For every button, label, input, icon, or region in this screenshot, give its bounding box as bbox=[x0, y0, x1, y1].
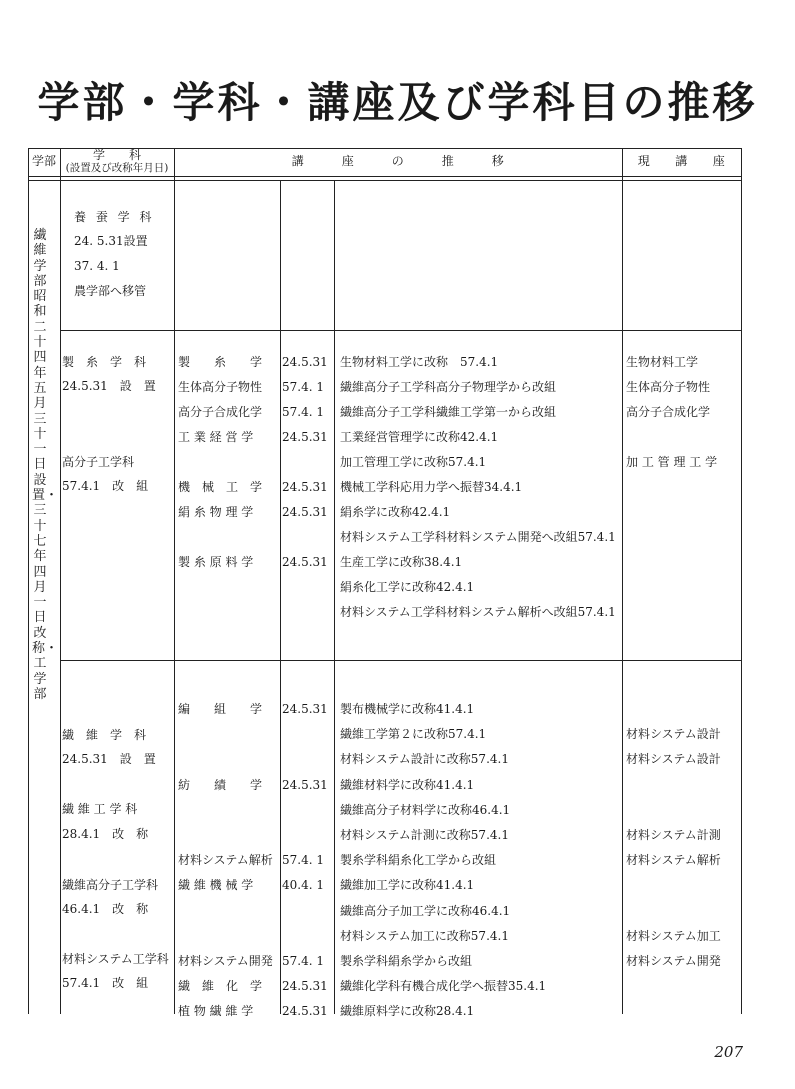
course-history: 製布機械学に改称41.4.1 bbox=[340, 702, 475, 716]
dept-line: 繊 維 学 科 bbox=[62, 728, 147, 742]
course-history: 製糸学科絹糸化工学から改組 bbox=[340, 853, 497, 868]
course-date: 57.4. 1 bbox=[282, 380, 324, 394]
course-history: 材料システム設計に改称57.4.1 bbox=[340, 752, 509, 767]
course-date: 24.5.31 bbox=[282, 979, 328, 994]
course-history: 工業経営管理学に改称42.4.1 bbox=[340, 430, 499, 444]
course-date: 24.5.31 bbox=[282, 555, 328, 569]
dept-line: 28.4.1 改 称 bbox=[62, 827, 149, 841]
current-course: 材料システム解析 bbox=[626, 853, 721, 868]
faculty-vertical-label: 繊維学部昭和二十四年五月三十一日設置・三十七年四月一日改称・工学部 bbox=[32, 228, 59, 702]
course-date: 24.5.31 bbox=[282, 777, 328, 792]
course-history: 繊維高分子工学科繊維工学第一から改組 bbox=[340, 405, 557, 419]
current-course: 材料システム計測 bbox=[626, 828, 721, 842]
course-name: 繊 維 化 学 bbox=[178, 979, 263, 994]
current-course: 材料システム開発 bbox=[626, 954, 721, 968]
course-date: 24.5.31 bbox=[282, 430, 328, 444]
current-course: 加 工 管 理 工 学 bbox=[626, 455, 718, 469]
dept-line: 材料システム工学科 bbox=[62, 952, 169, 966]
course-name: 繊 維 機 械 学 bbox=[178, 878, 254, 893]
header-faculty: 学部 bbox=[31, 154, 56, 168]
dept-line: 24. 5.31設置 bbox=[74, 234, 148, 248]
course-history: 機械工学科応用力学へ振替34.4.1 bbox=[340, 480, 523, 494]
course-name: 機 械 工 学 bbox=[178, 480, 263, 494]
course-date: 24.5.31 bbox=[282, 355, 328, 369]
dept-line: 養 蚕 学 科 bbox=[74, 210, 155, 224]
course-history: 絹糸化工学に改称42.4.1 bbox=[340, 580, 475, 594]
header-current-course: 現 講 座 bbox=[637, 154, 726, 168]
course-date: 24.5.31 bbox=[282, 1004, 328, 1019]
course-date: 40.4. 1 bbox=[282, 878, 324, 893]
dept-line: 製 糸 学 科 bbox=[62, 355, 147, 369]
dept-line: 37. 4. 1 bbox=[74, 259, 120, 273]
header-department-title: 学 科 bbox=[92, 148, 141, 162]
header-department-note: (設置及び改称年月日) bbox=[65, 162, 169, 174]
course-table bbox=[28, 148, 741, 1019]
course-name: 材料システム開発 bbox=[178, 954, 273, 968]
course-history: 繊維高分子加工学に改称46.4.1 bbox=[340, 903, 511, 918]
dept-line: 繊 維 工 学 科 bbox=[62, 802, 138, 816]
course-name: 編 組 学 bbox=[178, 702, 263, 716]
course-name: 紡 績 学 bbox=[178, 777, 263, 792]
course-name: 製 糸 原 料 学 bbox=[178, 555, 254, 569]
course-name: 材料システム解析 bbox=[178, 853, 273, 868]
course-date: 24.5.31 bbox=[282, 505, 328, 519]
course-date: 24.5.31 bbox=[282, 480, 328, 494]
current-course: 材料システム設計 bbox=[626, 752, 721, 767]
course-date: 24.5.31 bbox=[282, 702, 328, 716]
dept-line: 57.4.1 改 組 bbox=[62, 479, 149, 493]
course-history: 材料システム加工に改称57.4.1 bbox=[340, 928, 509, 943]
course-history: 絹糸学に改称42.4.1 bbox=[340, 505, 451, 519]
course-history: 材料システム工学科材料システム解析へ改組57.4.1 bbox=[340, 605, 616, 619]
header-course-history: 講 座 の 推 移 bbox=[291, 154, 505, 168]
course-history: 材料システム工学科材料システム開発へ改組57.4.1 bbox=[340, 530, 616, 544]
course-history: 繊維工学第２に改称57.4.1 bbox=[340, 727, 487, 742]
course-history: 生物材料工学に改称 57.4.1 bbox=[340, 355, 499, 369]
current-course: 生体高分子物性 bbox=[626, 380, 711, 394]
course-name: 生体高分子物性 bbox=[178, 380, 263, 394]
course-history: 生産工学に改称38.4.1 bbox=[340, 555, 463, 569]
page-number: 207 bbox=[714, 1043, 743, 1061]
current-course: 高分子合成化学 bbox=[626, 405, 711, 419]
course-name: 工 業 経 営 学 bbox=[178, 430, 254, 444]
course-date: 57.4. 1 bbox=[282, 954, 324, 968]
course-name: 高分子合成化学 bbox=[178, 405, 263, 419]
course-history: 繊維化学科有機合成化学へ振替35.4.1 bbox=[340, 979, 547, 994]
course-history: 繊維高分子工学科高分子物理学から改組 bbox=[340, 380, 557, 394]
current-course: 生物材料工学 bbox=[626, 355, 699, 369]
dept-line: 46.4.1 改 称 bbox=[62, 902, 149, 916]
course-history: 繊維材料学に改称41.4.1 bbox=[340, 777, 475, 792]
course-history: 加工管理工学に改称57.4.1 bbox=[340, 455, 487, 469]
current-course: 材料システム加工 bbox=[626, 928, 721, 943]
course-date: 57.4. 1 bbox=[282, 405, 324, 419]
page-title: 学部・学科・講座及び学科目の推移 bbox=[37, 78, 758, 127]
course-name: 植 物 繊 維 学 bbox=[178, 1004, 254, 1019]
course-name: 絹 糸 物 理 学 bbox=[178, 505, 254, 519]
dept-line: 繊維高分子工学科 bbox=[62, 878, 159, 892]
dept-line: 高分子工学科 bbox=[62, 455, 135, 469]
dept-line: 24.5.31 設 置 bbox=[62, 752, 156, 766]
course-history: 製糸学科絹糸学から改組 bbox=[340, 954, 473, 968]
course-name: 製 糸 学 bbox=[178, 355, 263, 369]
current-course: 材料システム設計 bbox=[626, 727, 721, 742]
dept-line: 57.4.1 改 組 bbox=[62, 976, 149, 990]
dept-line: 24.5.31 設 置 bbox=[62, 379, 156, 393]
course-history: 繊維原料学に改称28.4.1 bbox=[340, 1004, 475, 1019]
course-history: 繊維高分子材料学に改称46.4.1 bbox=[340, 802, 511, 817]
dept-line: 農学部へ移管 bbox=[74, 284, 147, 298]
course-history: 繊維加工学に改称41.4.1 bbox=[340, 878, 475, 893]
course-date: 57.4. 1 bbox=[282, 853, 324, 868]
course-history: 材料システム計測に改称57.4.1 bbox=[340, 828, 509, 842]
